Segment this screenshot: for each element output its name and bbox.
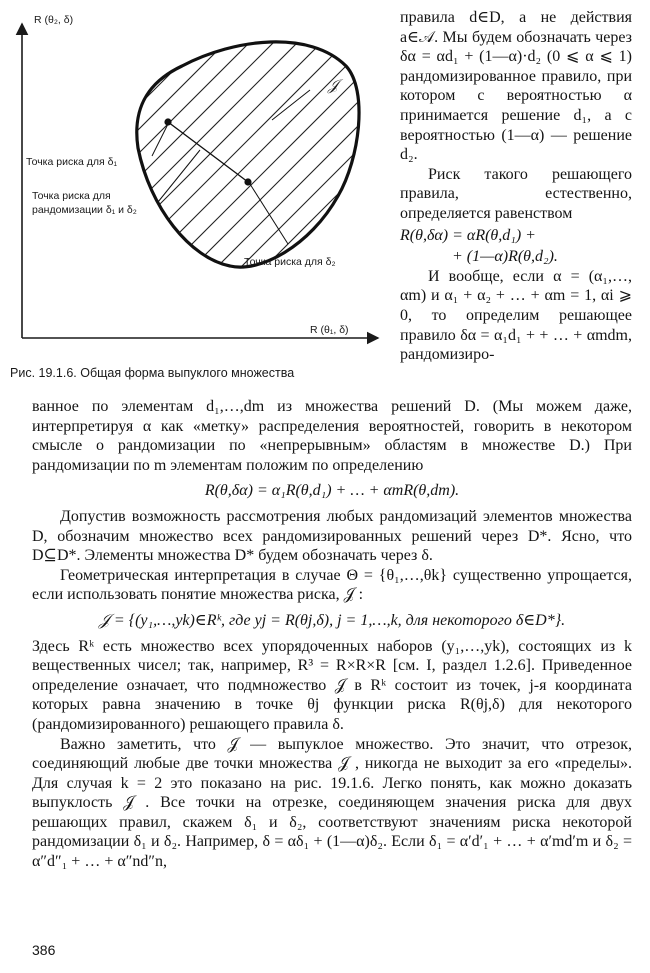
column-paragraph-3: И вообще, если α = (α₁,…, αm) и α₁ + α₂ + … + αm = 1, αi ⩾ 0, то определим решающее правило δα = α₁d₁ + + … + αmdm, рандомизиро- (400, 267, 632, 364)
figure-19-1-6 (10, 8, 388, 393)
convex-set-boundary (137, 42, 359, 267)
paragraph-3-continued: ванное по элементам d₁,…,dm из множества решений D. (Мы можем даже, интерпретируя α как «метку» распределения вероятностей, говорить в некотором смысле о рандомизации по «непрерывным» областям в множестве D.) При рандомизации по m элементам положим по определению (32, 398, 632, 474)
set-hatching (130, 18, 388, 272)
paragraph-7: Важно заметить, что 𝒥 — выпуклое множество. Это значит, что отрезок, соединяющий любые две точки множества 𝒥 , никогда не выходит за его «пределы». Для случая k = 2 это показано на рис. 19.1.6. Легко понять, как можно доказать выпуклость 𝒥 . Все точки на отрезке, соединяющем значения риска для двух решающих правил, скажем δ₁ и δ₂, соответствуют значениям риска некоторой рандомизации δ₁ и δ₂. Например, δ = αδ₁ + (1—α)δ₂. Если δ₁ = α′d′₁ + … + α′md′m и δ₂ = α″d″₁ + … + α″nd″n, (32, 735, 632, 871)
label-risk-point-delta2: Точка риска для δ₂ (244, 256, 336, 268)
text-column (400, 8, 632, 365)
paragraph-5: Геометрическая интерпретация в случае Θ = {θ₁,…,θk} существенно упрощается, если использовать понятие множества риска, 𝒥 : (32, 566, 632, 604)
label-randomization-line1: Точка риска для (32, 190, 111, 202)
main-text (32, 397, 632, 872)
equation-risk-set: 𝒥 = {(y₁,…,yk)∈Rᵏ, где yj = R(θj,δ), j = 1,…,k, для некоторого δ∈D*}. (98, 611, 566, 629)
leader-delta2 (250, 184, 288, 244)
column-paragraph-1: правила d∈D, а не действия a∈𝒜. Мы будем обозначать через δα = αd₁ + (1—α)·d₂ (0 ⩽ α ⩽ 1) рандомизированное правило, при котором с вероятностью α принимается решение d₁, а с вероятностью (1—α) — решение d₂. (400, 9, 632, 164)
set-symbol-label: 𝒥 (328, 78, 339, 94)
leader-delta1 (152, 124, 168, 156)
x-axis-label: R (θ₁, δ) (310, 324, 349, 336)
leader-set-label (272, 90, 310, 120)
page-number: 386 (32, 942, 56, 958)
paragraph-6: Здесь Rᵏ есть множество всех упорядоченных наборов (y₁,…,yk), состоящих из k вещественных чисел; так, например, R³ = R×R×R [см. I, раздел 1.2.6]. Приведенное определение означает, что подмножество 𝒥 в Rᵏ состоит из точек, j-я координата которых равна значению в точке θj функции риска R(θj,δ) для некоторого (рандомизированного) решающего правила δ. (32, 637, 632, 733)
figure-caption: Рис. 19.1.6. Общая форма выпуклого множества (10, 366, 295, 380)
convex-set-diagram (10, 8, 388, 368)
column-paragraph-2: Риск такого решающего правила, естественно, определяется равенством (400, 165, 632, 222)
label-randomization-line2: рандомизации δ₁ и δ₂ (32, 204, 137, 216)
paragraph-4: Допустив возможность рассмотрения любых рандомизаций элементов множества D, обозначим множество всех рандомизированных решений через D*. Ясно, что D⊆D*. Элементы множества D* будем обозначать через δ. (32, 507, 632, 565)
equation-risk-randomized-line2: + (1—α)R(θ,d₂). (452, 248, 558, 266)
equation-risk-randomized-line1: R(θ,δα) = αR(θ,d₁) + (400, 226, 536, 244)
equation-risk-m-elements: R(θ,δα) = α₁R(θ,d₁) + … + αmR(θ,dm). (204, 482, 460, 500)
label-risk-point-delta1: Точка риска для δ₁ (26, 156, 118, 168)
y-axis-label: R (θ₂, δ) (34, 14, 74, 26)
